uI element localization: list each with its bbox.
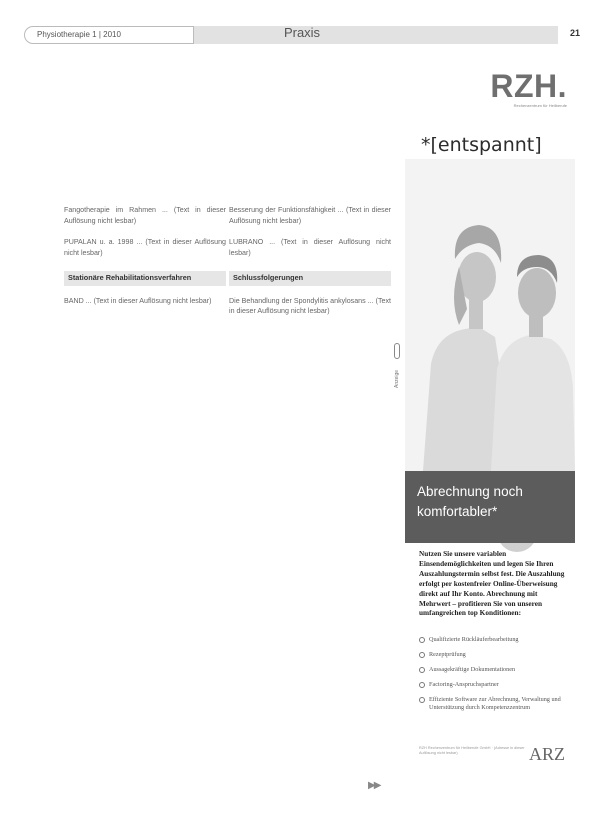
paragraph: LUBRANO ... (Text in dieser Auflösung nicht lesbar) xyxy=(229,237,391,257)
ad-side-label: Anzeige xyxy=(394,369,400,388)
arz-logo: ARZ xyxy=(529,744,565,764)
logo-text: RZH. xyxy=(490,68,567,104)
text-column-middle xyxy=(229,205,391,327)
advertisement xyxy=(405,54,575,766)
logo-subtitle: Rechenzentrum für Heilberufe xyxy=(513,103,567,108)
subheading: Schlussfolgerungen xyxy=(229,271,391,286)
ad-headline-box xyxy=(405,471,575,543)
paragraph: Besserung der Funktionsfähigkeit ... (Text in dieser Auflösung nicht lesbar) xyxy=(229,206,391,225)
paragraph: Die Behandlung der Spondylitis ankylosans ... (Text in dieser Auflösung nicht lesbar) xyxy=(229,296,391,316)
ad-headline: Abrechnung noch xyxy=(417,484,523,499)
continue-arrows-icon: ▶▶ xyxy=(368,780,380,791)
benefit-item: Effiziente Software zur Abrechnung, Verwaltung und Unterstützung durch Kompetenzzentrum xyxy=(419,696,565,711)
paragraph: BAND ... (Text in dieser Auflösung nicht lesbar) xyxy=(64,296,212,305)
paragraph: Fangotherapie im Rahmen ... (Text in dieser Auflösung nicht lesbar) xyxy=(64,206,226,225)
ad-tagline: *[entspannt] xyxy=(421,134,542,156)
rzh-logo xyxy=(490,68,567,108)
people-photo-icon xyxy=(405,159,575,471)
ad-photo xyxy=(405,159,575,471)
ad-offer-text: Nutzen Sie unsere variablen Einsendemöglichkeiten und legen Sie Ihren Auszahlungstermin selbst fest. Die Auszahlung erfolgt per kostenfreier Online-Überweisung direkt auf Ihr Konto. Abrechnung mit Mehrwert – profitieren Sie von unseren umfangreichen top Konditionen: xyxy=(419,549,565,618)
benefit-list xyxy=(419,636,565,719)
check-circle-icon xyxy=(419,667,425,673)
check-circle-icon xyxy=(419,637,425,643)
text-column-left xyxy=(64,205,226,316)
check-circle-icon xyxy=(419,697,425,703)
page-number: 21 xyxy=(569,28,580,38)
benefit-item: Qualifizierte Rückläuferbearbeitung xyxy=(419,636,565,644)
benefit-item: Aussagekräftige Dokumentationen xyxy=(419,666,565,674)
subheading: Stationäre Rehabilitationsverfahren xyxy=(64,271,226,286)
ad-address: RZH Rechenzentrum für Heilberufe GmbH · (Adresse in dieser Auflösung nicht lesbar) xyxy=(419,746,525,755)
benefit-item: Rezeptprüfung xyxy=(419,651,565,659)
check-circle-icon xyxy=(419,682,425,688)
page-header xyxy=(24,24,580,48)
benefit-item: Factoring-Anspruchspartner xyxy=(419,681,565,689)
check-circle-icon xyxy=(419,652,425,658)
journal-reference: Physiotherapie 1 | 2010 xyxy=(24,26,194,44)
paragraph: PUPALAN u. a. 1998 ... (Text in dieser Auflösung nicht lesbar) xyxy=(64,237,226,257)
ad-marker-icon xyxy=(394,343,400,359)
ad-headline: komfortabler* xyxy=(417,504,498,519)
section-title: Praxis xyxy=(283,25,321,40)
